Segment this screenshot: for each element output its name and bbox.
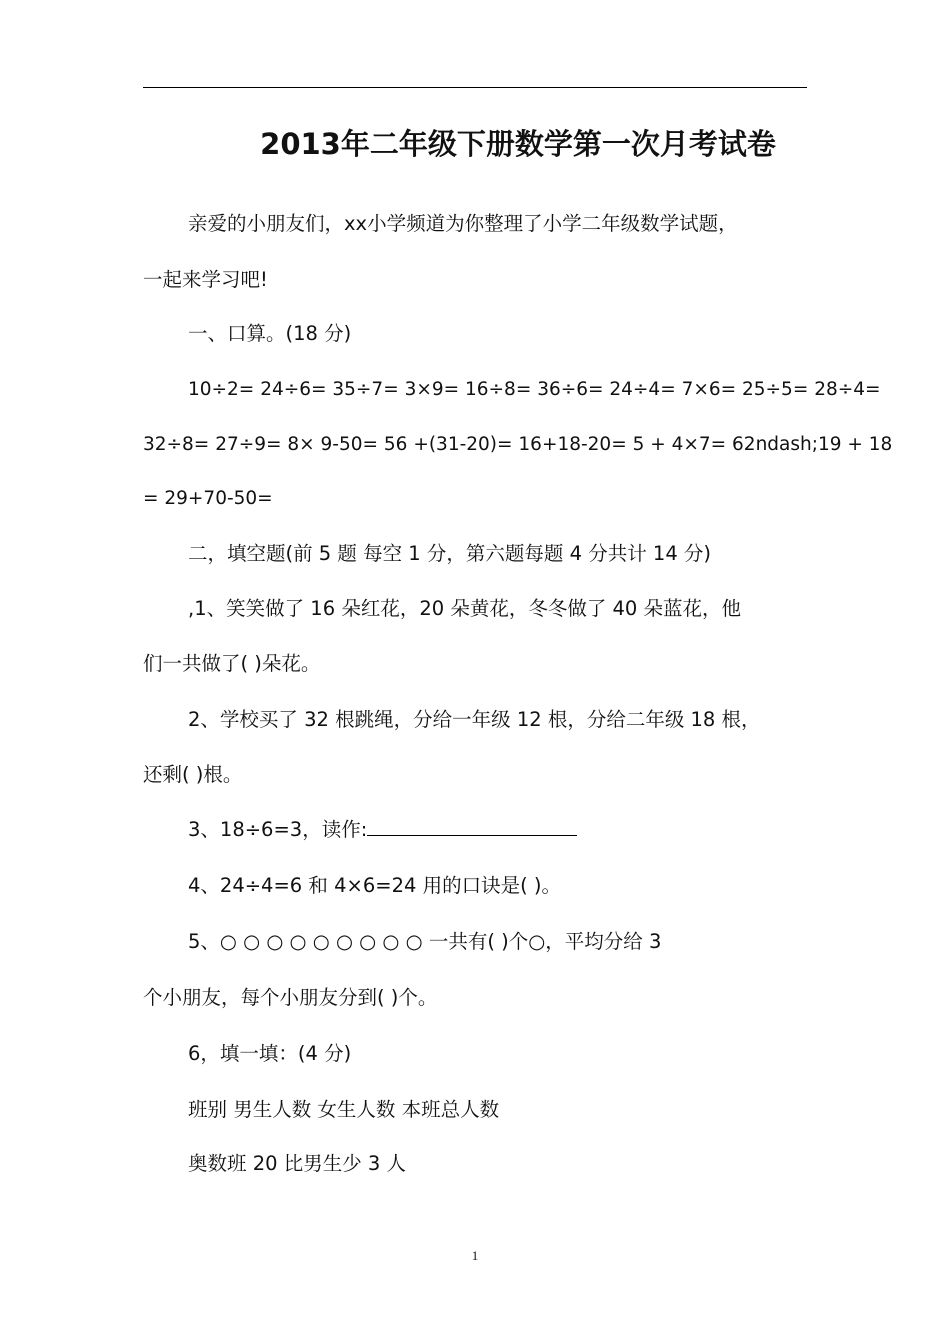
intro-line-2: 一起来学习吧! bbox=[143, 268, 268, 291]
question-5-line-2: 个小朋友，每个小朋友分到( )个。 bbox=[143, 986, 438, 1009]
answer-blank-line bbox=[367, 817, 577, 836]
calc-line-2: 32÷8= 27÷9= 8× 9-50= 56 +(31-20)= 16+18-20= 5 + 4×7= 62ndash;19 + 18 bbox=[143, 434, 893, 455]
question-2-line-1: 2、学校买了 32 根跳绳，分给一年级 12 根，分给二年级 18 根， bbox=[188, 708, 761, 731]
question-3-text: 3、18÷6=3，读作: bbox=[188, 818, 368, 841]
table-row-1: 奥数班 20 比男生少 3 人 bbox=[188, 1152, 407, 1175]
table-header-row: 班别 男生人数 女生人数 本班总人数 bbox=[188, 1098, 500, 1121]
question-4: 4、24÷4=6 和 4×6=24 用的口诀是( )。 bbox=[188, 874, 562, 897]
header-rule bbox=[143, 87, 807, 88]
question-6-heading: 6，填一填：(4 分) bbox=[188, 1042, 352, 1065]
document-title: 2013年二年级下册数学第一次月考试卷 bbox=[260, 127, 776, 161]
section1-heading: 一、口算。(18 分) bbox=[188, 322, 352, 345]
question-5-line-1: 5、○ ○ ○ ○ ○ ○ ○ ○ ○ 一共有( )个○，平均分给 3 bbox=[188, 930, 662, 953]
question-3 bbox=[188, 816, 577, 844]
page-number: 1 bbox=[471, 1248, 479, 1263]
question-2-line-2: 还剩( )根。 bbox=[143, 763, 243, 786]
section2-heading: 二，填空题(前 5 题 每空 1 分，第六题每题 4 分共计 14 分) bbox=[188, 542, 712, 565]
question-1-line-1: ,1、笑笑做了 16 朵红花，20 朵黄花，冬冬做了 40 朵蓝花，他 bbox=[188, 597, 742, 620]
intro-line-1: 亲爱的小朋友们，xx小学频道为你整理了小学二年级数学试题， bbox=[188, 212, 738, 235]
calc-line-3: = 29+70-50= bbox=[143, 488, 273, 509]
calc-line-1: 10÷2= 24÷6= 35÷7= 3×9= 16÷8= 36÷6= 24÷4= 7×6= 25÷5= 28÷4= bbox=[188, 379, 881, 400]
question-1-line-2: 们一共做了( )朵花。 bbox=[143, 652, 321, 675]
